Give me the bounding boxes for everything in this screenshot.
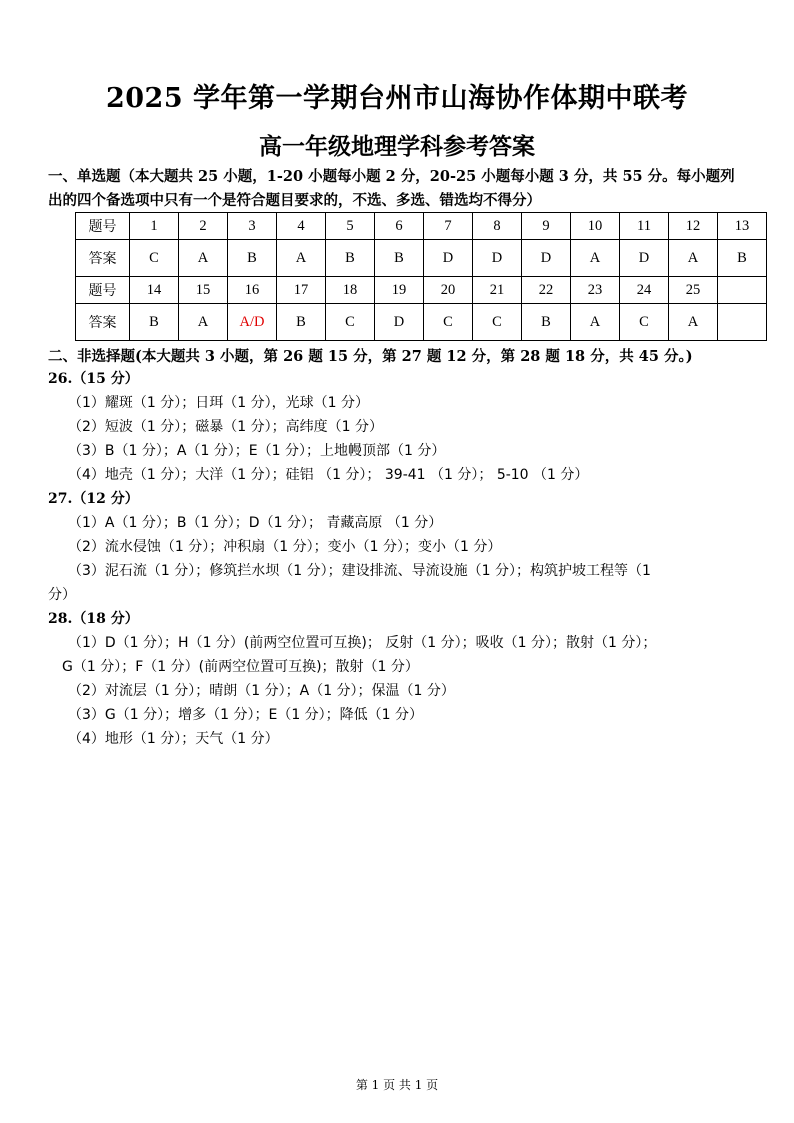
table-row-answers-2 bbox=[76, 304, 767, 341]
answer-cell: D bbox=[424, 240, 473, 277]
answer-cell: C bbox=[424, 304, 473, 341]
question-number-cell: 19 bbox=[375, 277, 424, 304]
answer-cell: C bbox=[473, 304, 522, 341]
question-number-cell: 16 bbox=[228, 277, 277, 304]
question-number-cell: 22 bbox=[522, 277, 571, 304]
question-number-cell: 20 bbox=[424, 277, 473, 304]
answer-cell: A bbox=[277, 240, 326, 277]
question-number-cell: 7 bbox=[424, 213, 473, 240]
q27-line-2: （2）流水侵蚀（1 分）；冲积扇（1 分）；变小（1 分）；变小（1 分） bbox=[68, 539, 502, 555]
question-number-cell: 14 bbox=[130, 277, 179, 304]
question-number-cell: 3 bbox=[228, 213, 277, 240]
answer-table bbox=[75, 212, 767, 341]
answer-cell: B bbox=[326, 240, 375, 277]
num-label: 题号 bbox=[76, 277, 130, 304]
answer-cell: D bbox=[522, 240, 571, 277]
question-number-cell: 5 bbox=[326, 213, 375, 240]
section1-heading: 一、单选题（本大题共 25 小题，1-20 小题每小题 2 分，20-25 小题每小题 3 分，共 55 分。每小题列出的四个备选项中只有一个是符合题目要求的，不选、多选、错选均不得分） bbox=[48, 168, 735, 209]
answer-cell: A bbox=[571, 304, 620, 341]
question-number-cell: 12 bbox=[669, 213, 718, 240]
answer-cell: B bbox=[718, 240, 767, 277]
question-number-cell: 2 bbox=[179, 213, 228, 240]
answer-cell: C bbox=[130, 240, 179, 277]
answer-cell: B bbox=[375, 240, 424, 277]
question-number-cell: 4 bbox=[277, 213, 326, 240]
q27-header: 27.（12 分） bbox=[48, 491, 139, 507]
q28-line-2: G（1 分）；F（1 分）(前两空位置可互换)；散射（1 分） bbox=[62, 659, 419, 675]
answer-cell: B bbox=[277, 304, 326, 341]
table-row-numbers-1 bbox=[76, 213, 767, 240]
answer-cell: D bbox=[620, 240, 669, 277]
answer-cell: B bbox=[228, 240, 277, 277]
q28-line-1: （1）D（1 分）；H（1 分）(前两空位置可互换)； 反射（1 分）；吸收（1 分）；散射（1 分）； bbox=[68, 635, 657, 651]
question-number-cell: 9 bbox=[522, 213, 571, 240]
q26-line-2: （2）短波（1 分）；磁暴（1 分）；高纬度（1 分） bbox=[68, 419, 383, 435]
q26-line-4: （4）地壳（1 分）；大洋（1 分）；硅铝 （1 分）； 39-41 （1 分）； 5-10 （1 分） bbox=[68, 467, 589, 483]
question-number-cell: 25 bbox=[669, 277, 718, 304]
answer-cell: A bbox=[571, 240, 620, 277]
question-number-cell: 17 bbox=[277, 277, 326, 304]
num-label: 题号 bbox=[76, 213, 130, 240]
answer-cell: A bbox=[669, 240, 718, 277]
question-number-cell: 13 bbox=[718, 213, 767, 240]
question-number-cell: 15 bbox=[179, 277, 228, 304]
question-number-cell: 11 bbox=[620, 213, 669, 240]
question-number-cell bbox=[718, 277, 767, 304]
answer-cell: A/D bbox=[228, 304, 277, 341]
ans-label: 答案 bbox=[76, 240, 130, 277]
table-row-numbers-2 bbox=[76, 277, 767, 304]
exam-title: 2025 学年第一学期台州市山海协作体期中联考 bbox=[105, 83, 689, 114]
ans-label: 答案 bbox=[76, 304, 130, 341]
answer-cell: D bbox=[375, 304, 424, 341]
answer-cell: B bbox=[522, 304, 571, 341]
answer-cell: C bbox=[620, 304, 669, 341]
page-footer: 第 1 页 共 1 页 bbox=[355, 1078, 439, 1092]
q27-line-1: （1）A（1 分）；B（1 分）；D（1 分）； 青藏高原 （1 分） bbox=[68, 515, 443, 531]
question-number-cell: 24 bbox=[620, 277, 669, 304]
q28-header: 28.（18 分） bbox=[48, 611, 139, 627]
answer-cell: A bbox=[179, 240, 228, 277]
answer-cell: A bbox=[179, 304, 228, 341]
answer-key-subtitle: 高一年级地理学科参考答案 bbox=[259, 133, 535, 160]
q28-line-3: （2）对流层（1 分）；晴朗（1 分）；A（1 分）；保温（1 分） bbox=[68, 683, 455, 699]
q26-line-1: （1）耀斑（1 分）；日珥（1 分），光球（1 分） bbox=[68, 395, 369, 411]
q28-line-4: （3）G（1 分）；增多（1 分）；E（1 分）；降低（1 分） bbox=[68, 707, 424, 723]
question-number-cell: 18 bbox=[326, 277, 375, 304]
section2-heading: 二、非选择题(本大题共 3 小题，第 26 题 15 分，第 27 题 12 分，第 28 题 18 分，共 45 分。) bbox=[48, 348, 693, 365]
question-number-cell: 6 bbox=[375, 213, 424, 240]
question-number-cell: 23 bbox=[571, 277, 620, 304]
answer-cell: C bbox=[326, 304, 375, 341]
answer-cell: D bbox=[473, 240, 522, 277]
question-number-cell: 8 bbox=[473, 213, 522, 240]
answer-cell bbox=[718, 304, 767, 341]
q27-line-4: 分） bbox=[48, 587, 76, 603]
question-number-cell: 1 bbox=[130, 213, 179, 240]
question-number-cell: 21 bbox=[473, 277, 522, 304]
q28-line-5: （4）地形（1 分）；天气（1 分） bbox=[68, 731, 279, 747]
table-row-answers-1 bbox=[76, 240, 767, 277]
question-number-cell: 10 bbox=[571, 213, 620, 240]
answer-cell: A bbox=[669, 304, 718, 341]
q26-header: 26.（15 分） bbox=[48, 371, 139, 387]
answer-cell: B bbox=[130, 304, 179, 341]
q26-line-3: （3）B（1 分）；A（1 分）；E（1 分）；上地幔顶部（1 分） bbox=[68, 443, 446, 459]
q27-line-3: （3）泥石流（1 分）；修筑拦水坝（1 分）；建设排流、导流设施（1 分）；构筑护坡工程等（1 bbox=[68, 563, 651, 579]
